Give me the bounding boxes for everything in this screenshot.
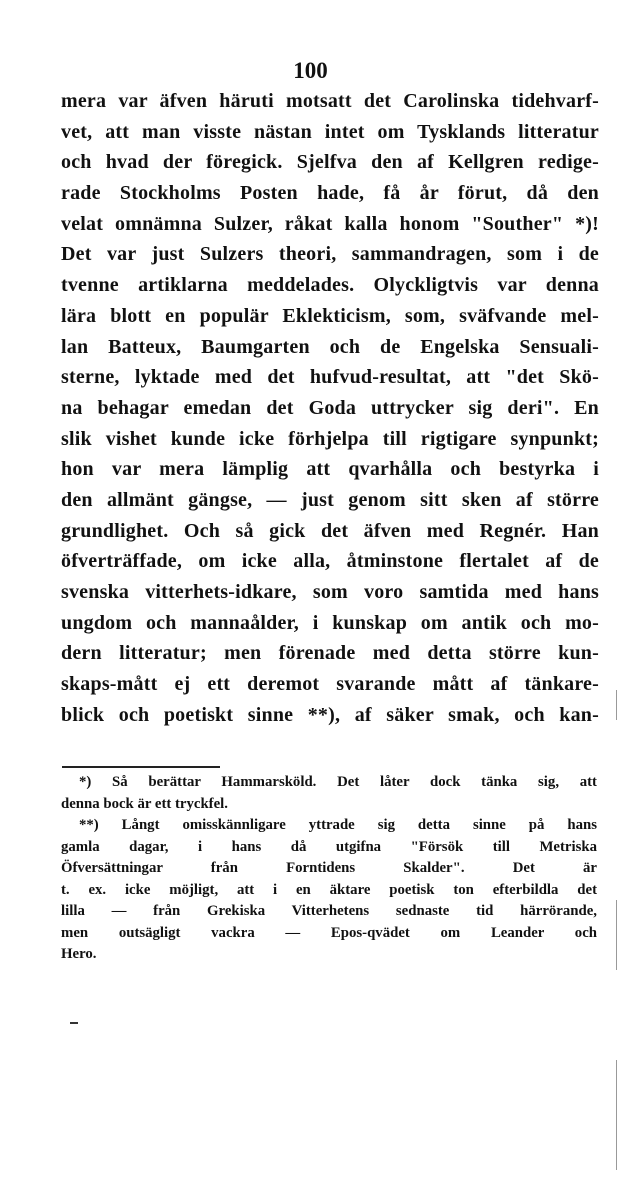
footnote-line: **) Långt omisskännligare yttrade sig detta sinne på hans (79, 817, 597, 833)
text-line: grundlighet. Och så gick det äfven med Regnér. Han (61, 519, 599, 542)
text-line: lan Batteux, Baumgarten och de Engelska Sensuali- (61, 335, 599, 358)
main-text (61, 86, 599, 730)
footnote-line: denna bock är ett tryckfel. (61, 795, 228, 812)
text-line: tvenne artiklarna meddelades. Olyckligtvis var denna (61, 274, 599, 297)
text-line: blick och poetiskt sinne **), af säker smak, och kan- (61, 703, 599, 726)
page-number: 100 (293, 58, 328, 83)
footnote-line: t. ex. icke möjligt, att i en äktare poetisk ton efterbildla det (61, 881, 597, 898)
margin-ink-mark (616, 900, 617, 970)
text-line: dern litteratur; men förenade med detta större kun- (61, 642, 599, 665)
footnote-line: *) Så berättar Hammarsköld. Det låter dock tänka sig, att (79, 774, 597, 790)
text-line: rade Stockholms Posten hade, få år förut, då den (61, 182, 599, 205)
text-line: sterne, lyktade med det hufvud-resultat, att "det Skö- (61, 366, 599, 389)
footnote-line: lilla — från Grekiska Vitterhetens sednaste tid härrörande, (61, 903, 597, 919)
text-line: ungdom och mannaålder, i kunskap om antik och mo- (61, 611, 599, 634)
text-line: öfverträffade, om icke alla, åtminstone flertalet af de (61, 550, 599, 573)
text-line: hon var mera lämplig att qvarhålla och bestyrka i (61, 458, 599, 481)
text-line: na behagar emedan det Goda uttrycker sig deri". En (61, 396, 599, 419)
footnote-line: men outsägligt vackra — Epos-qvädet om Leander och (61, 924, 597, 941)
margin-ink-mark (616, 690, 617, 720)
margin-ink-mark (616, 1060, 617, 1170)
text-line: vet, att man visste nästan intet om Tysklands litteratur (61, 120, 599, 143)
text-line: svenska vitterhets-idkare, som voro samtida med hans (61, 581, 599, 603)
text-line: den allmänt gängse, — just genom sitt sken af större (61, 488, 599, 511)
text-line: velat omnämna Sulzer, råkat kalla honom "Souther" *)! (61, 212, 599, 235)
text-line: Det var just Sulzers theori, sammandragen, som i de (61, 243, 599, 266)
footnote-line: gamla dagar, i hans då utgifna "Försök till Metriska (61, 838, 597, 855)
text-line: mera var äfven häruti motsatt det Carolinska tidehvarf- (61, 90, 599, 112)
stray-ink-mark (70, 1022, 78, 1024)
text-line: lära blott en populär Eklekticism, som, sväfvande mel- (61, 304, 599, 327)
text-line: skaps-mått ej ett deremot svarande mått af tänkare- (61, 673, 599, 696)
text-line: slik vishet kunde icke förhjelpa till rigtigare synpunkt; (61, 427, 599, 450)
footnotes (61, 772, 597, 966)
text-line: och hvad der föregick. Sjelfva den af Kellgren redige- (61, 151, 599, 174)
footnote-line: Öfversättningar från Forntidens Skalder". Det är (61, 860, 597, 876)
footnote-separator (62, 766, 220, 768)
footnote-line: Hero. (61, 946, 97, 962)
